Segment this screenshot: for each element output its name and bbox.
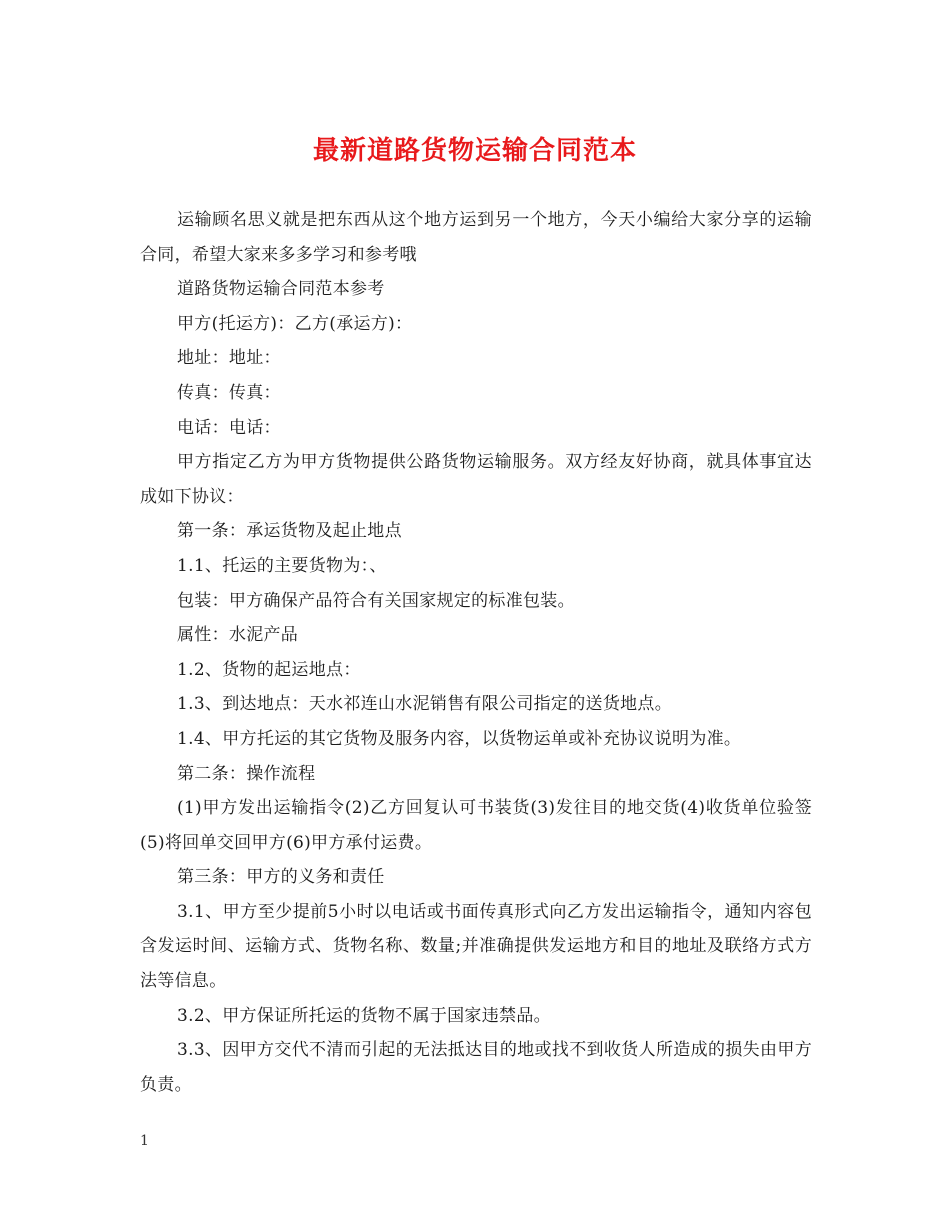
- document-title: 最新道路货物运输合同范本: [312, 136, 637, 166]
- paragraph-1-1: 1.1、托运的主要货物为：、: [177, 555, 387, 576]
- paragraph-subtitle: 道路货物运输合同范本参考: [177, 279, 385, 300]
- paragraph-phone: 电话：电话：: [177, 417, 281, 438]
- paragraph-3-3: 3.3、因甲方交代不清而引起的无法抵达目的地或找不到收货人所造成的损失由甲方负责。: [140, 1040, 812, 1095]
- paragraph-intro: 运输顾名思义就是把东西从这个地方运到另一个地方，今天小编给大家分享的运输合同，希望大家来多多学习和参考哦: [140, 210, 812, 265]
- paragraph-parties: 甲方(托运方)：乙方(承运方)：: [177, 313, 413, 334]
- paragraph-agreement: 甲方指定乙方为甲方货物提供公路货物运输服务。双方经友好协商，就具体事宜达成如下协议：: [140, 452, 812, 507]
- paragraph-fax: 传真：传真：: [177, 382, 281, 403]
- paragraph-1-3: 1.3、到达地点：天水祁连山水泥销售有限公司指定的送货地点。: [177, 694, 673, 715]
- document-body: [140, 203, 812, 1102]
- paragraph-attribute: 属性：水泥产品: [177, 625, 299, 646]
- paragraph-3-2: 3.2、甲方保证所托运的货物不属于国家违禁品。: [177, 1005, 551, 1026]
- paragraph-article-3: 第三条：甲方的义务和责任: [177, 867, 385, 888]
- paragraph-packaging: 包装：甲方确保产品符合有关国家规定的标准包装。: [177, 590, 575, 611]
- paragraph-process: (1)甲方发出运输指令(2)乙方回复认可书装货(3)发往目的地交货(4)收货单位验签(5)将回单交回甲方(6)甲方承付运费。: [140, 798, 812, 853]
- paragraph-1-4: 1.4、甲方托运的其它货物及服务内容，以货物运单或补充协议说明为准。: [177, 728, 742, 749]
- paragraph-address: 地址：地址：: [177, 348, 281, 369]
- paragraph-3-1: 3.1、甲方至少提前5小时以电话或书面传真形式向乙方发出运输指令，通知内容包含发运时间、运输方式、货物名称、数量;并准确提供发运地方和目的地址及联络方式方法等信息。: [140, 901, 812, 992]
- paragraph-article-2: 第二条：操作流程: [177, 763, 316, 784]
- paragraph-1-2: 1.2、货物的起运地点：: [177, 659, 361, 680]
- paragraph-article-1: 第一条：承运货物及起止地点: [177, 521, 402, 542]
- page-number: 1: [140, 1133, 149, 1149]
